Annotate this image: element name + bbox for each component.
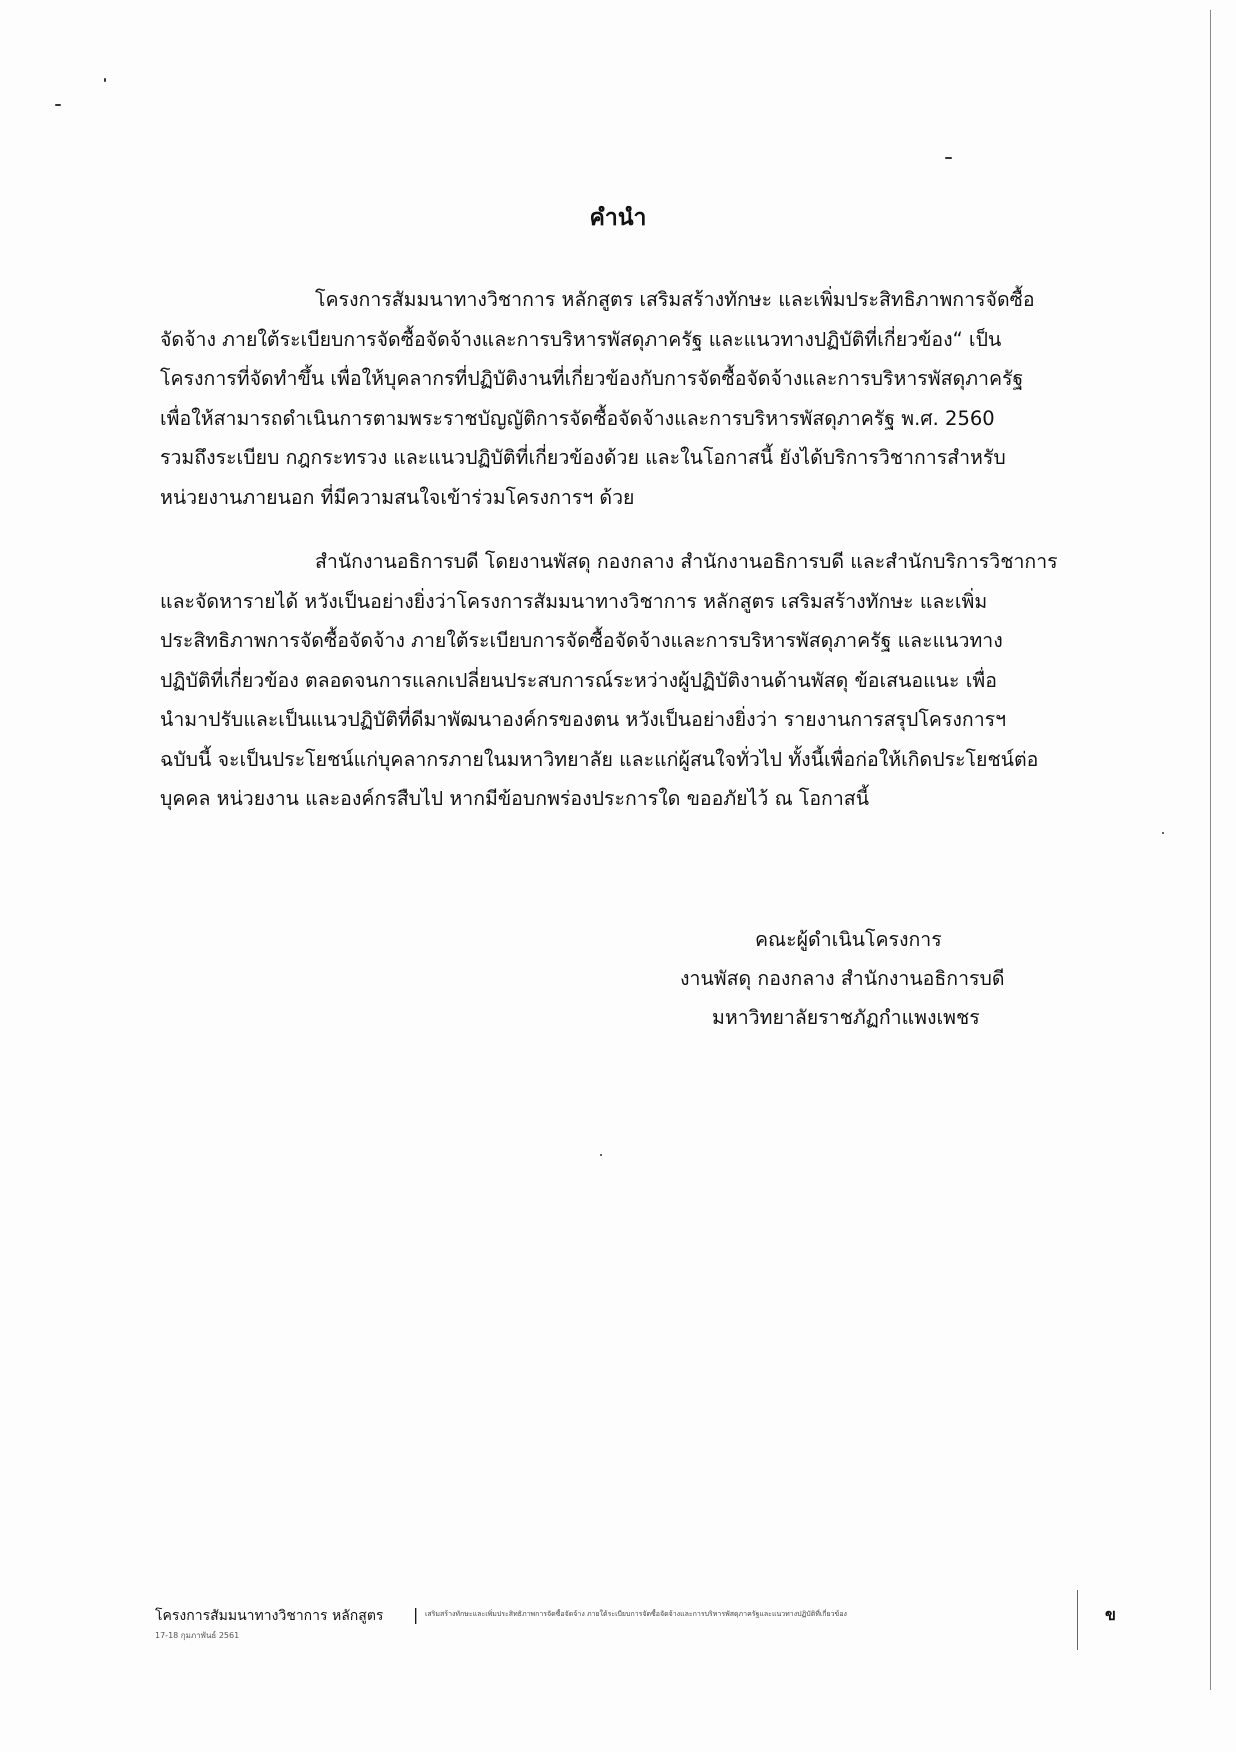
footer-description: เสริมสร้างทักษะและเพิ่มประสิทธิภาพการจัดซื้อจัดจ้าง ภายใต้ระเบียบการจัดซื้อจัดจ้างและการบริหารพัสดุภาครัฐและแนวทางปฏิบัติที่เกี่ยวข้อง bbox=[425, 1610, 847, 1618]
page-title: คำนำ bbox=[589, 205, 647, 231]
paragraph-line: และจัดหารายได้ หวังเป็นอย่างยิ่งว่าโครงการสัมมนาทางวิชาการ หลักสูตร เสริมสร้างทักษะ และเพิ่ม bbox=[160, 589, 988, 613]
scan-speck bbox=[1162, 832, 1164, 834]
paragraph-purpose bbox=[160, 542, 1090, 819]
scan-speck bbox=[945, 157, 952, 159]
paragraph-line: เพื่อให้สามารถดำเนินการตามพระราชบัญญัติการจัดซื้อจัดจ้างและการบริหารพัสดุภาครัฐ พ.ศ. 2560 bbox=[160, 406, 995, 430]
paragraph-line: จัดจ้าง ภายใต้ระเบียบการจัดซื้อจัดจ้างและการบริหารพัสดุภาครัฐ และแนวทางปฏิบัติที่เกี่ยวข้อง“ เป็น bbox=[160, 327, 1002, 351]
signature-committee: คณะผู้ดำเนินโครงการ bbox=[755, 928, 942, 951]
paragraph-line: โครงการสัมมนาทางวิชาการ หลักสูตร เสริมสร้างทักษะ และเพิ่มประสิทธิภาพการจัดซื้อ bbox=[315, 288, 1035, 311]
scan-speck bbox=[600, 1154, 602, 1156]
page-footer bbox=[155, 1605, 1155, 1665]
footer-project-title: โครงการสัมมนาทางวิชาการ หลักสูตร bbox=[155, 1608, 384, 1624]
paragraph-line: นำมาปรับและเป็นแนวปฏิบัติที่ดีมาพัฒนาองค์กรของตน หวังเป็นอย่างยิ่งว่า รายงานการสรุปโครงการฯ bbox=[160, 708, 1007, 731]
paragraph-line: โครงการที่จัดทำขึ้น เพื่อให้บุคลากรที่ปฏิบัติงานที่เกี่ยวข้องกับการจัดซื้อจัดจ้างและการบริหารพัสดุภาครัฐ bbox=[160, 367, 1024, 390]
paragraph-line: รวมถึงระเบียบ กฎกระทรวง และแนวปฏิบัติที่เกี่ยวข้องด้วย และในโอกาสนี้ ยังได้บริการวิชาการสำหรับ bbox=[160, 446, 1006, 469]
footer-date: 17-18 กุมภาพันธ์ 2561 bbox=[155, 1631, 240, 1640]
page-number: ข bbox=[1105, 1605, 1116, 1624]
paragraph-intro bbox=[160, 280, 1090, 517]
paragraph-line: ฉบับนี้ จะเป็นประโยชน์แก่บุคลากรภายในมหาวิทยาลัย และแก่ผู้สนใจทั่วไป ทั้งนี้เพื่อก่อให้เกิดประโยชน์ต่อ bbox=[160, 747, 1039, 771]
signature-department: งานพัสดุ กองกลาง สำนักงานอธิการบดี bbox=[680, 967, 1005, 990]
paragraph-line: สำนักงานอธิการบดี โดยงานพัสดุ กองกลาง สำนักงานอธิการบดี และสำนักบริการวิชาการ bbox=[315, 550, 1058, 573]
scan-speck bbox=[55, 104, 61, 106]
footer-separator: | bbox=[413, 1605, 419, 1624]
paragraph-line: ประสิทธิภาพการจัดซื้อจัดจ้าง ภายใต้ระเบียบการจัดซื้อจัดจ้างและการบริหารพัสดุภาครัฐ และแนวทาง bbox=[160, 629, 1003, 652]
paragraph-line: ปฏิบัติที่เกี่ยวข้อง ตลอดจนการแลกเปลี่ยนประสบการณ์ระหว่างผู้ปฏิบัติงานด้านพัสดุ ข้อเสนอแนะ เพื่อ bbox=[160, 668, 997, 692]
scan-edge-line bbox=[1210, 10, 1211, 1690]
paragraph-line: บุคคล หน่วยงาน และองค์กรสืบไป หากมีข้อบกพร่องประการใด ขออภัยไว้ ณ โอกาสนี้ bbox=[160, 787, 870, 810]
paragraph-line: หน่วยงานภายนอก ที่มีความสนใจเข้าร่วมโครงการฯ ด้วย bbox=[160, 485, 635, 509]
signature-university: มหาวิทยาลัยราชภัฏกำแพงเพชร bbox=[712, 1006, 980, 1029]
scan-speck bbox=[104, 78, 106, 82]
signature-block bbox=[660, 920, 1060, 1037]
footer-divider bbox=[1077, 1590, 1078, 1650]
